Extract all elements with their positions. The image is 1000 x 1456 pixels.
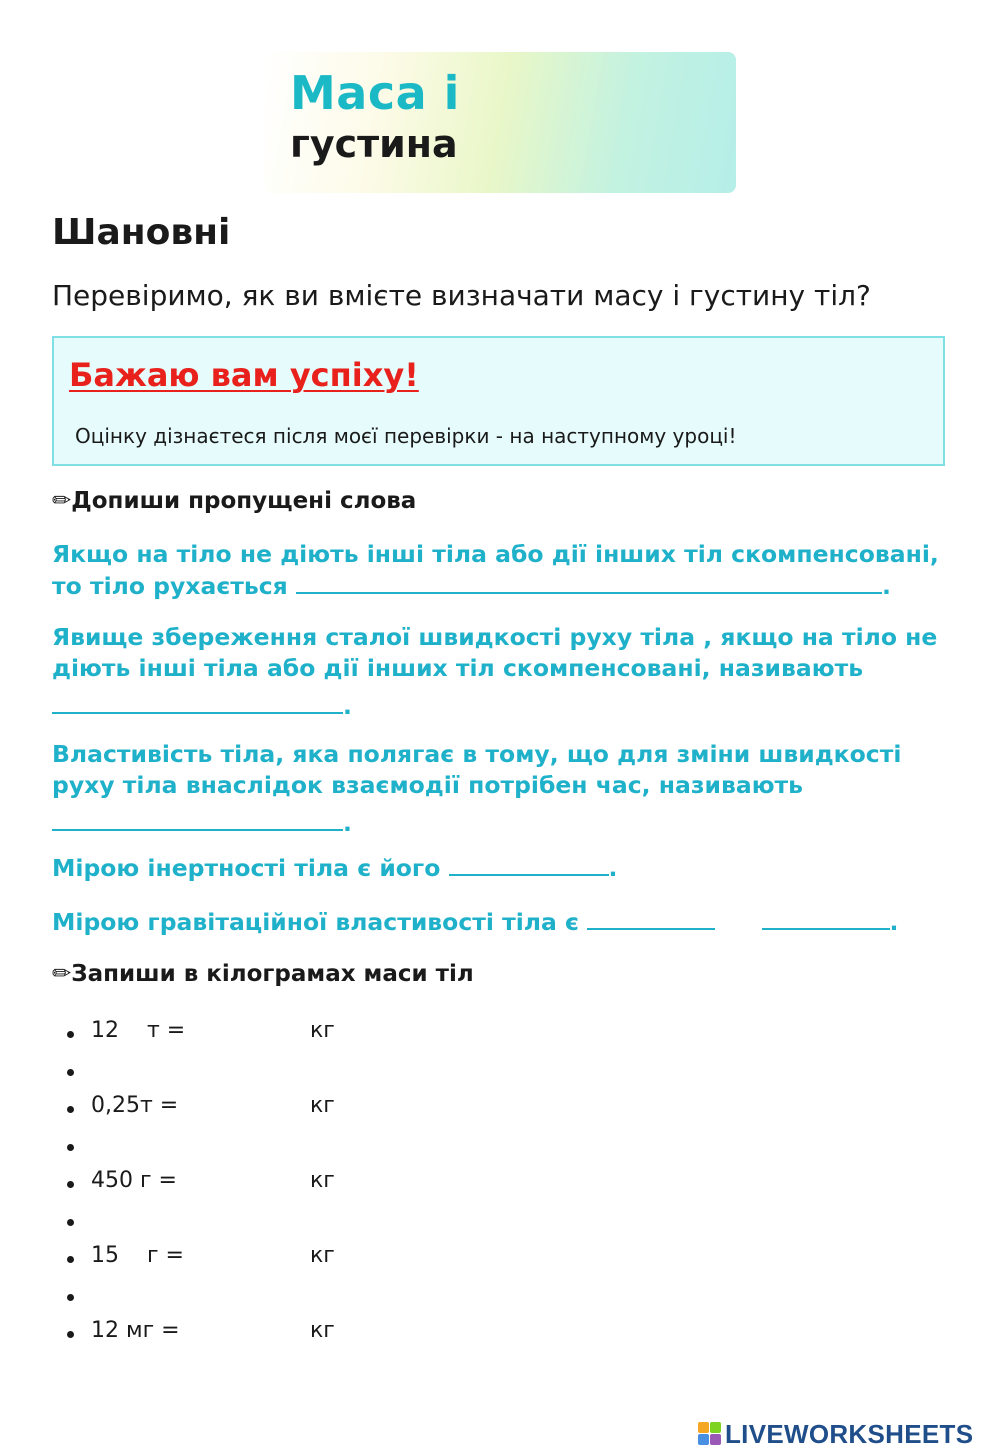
question-2 [52, 622, 952, 722]
question-4 [52, 852, 952, 884]
section-heading-fill-words: ✏Допиши пропущені слова [52, 488, 417, 514]
section-heading-convert-masses: ✏Запиши в кілограмах маси тіл [52, 961, 474, 987]
answer-blank[interactable] [296, 570, 882, 594]
list-item [62, 1087, 462, 1125]
intro-text: Перевіримо, як ви вмієте визначати масу і густину тіл? [52, 279, 871, 312]
list-item [62, 1312, 462, 1350]
question-end: . [889, 908, 899, 936]
liveworksheets-logo-icon [698, 1422, 722, 1446]
bullet-icon [67, 1106, 74, 1113]
answer-blank-2[interactable] [762, 906, 890, 930]
question-end: . [343, 692, 352, 720]
question-5 [52, 906, 952, 938]
unit-label: кг [310, 1168, 335, 1193]
bullet-icon [67, 1144, 74, 1151]
question-end: . [608, 854, 618, 882]
list-item [62, 1012, 462, 1050]
list-item [62, 1050, 462, 1088]
brand-text: LIVEWORKSHEETS [725, 1418, 974, 1449]
liveworksheets-brand[interactable] [698, 1420, 973, 1448]
list-item [62, 1162, 462, 1200]
unit-label: кг [310, 1093, 335, 1118]
question-3 [52, 739, 952, 839]
list-item [62, 1125, 462, 1163]
answer-blank[interactable] [52, 807, 343, 831]
bullet-icon [67, 1294, 74, 1301]
list-item [62, 1275, 462, 1313]
question-text: Мірою інертності тіла є його [52, 854, 441, 882]
bullet-icon [67, 1069, 74, 1076]
bullet-icon [67, 1331, 74, 1338]
title-line-2: густина [290, 122, 458, 166]
answer-blank-1[interactable] [587, 906, 715, 930]
mass-expression: 12 мг = [91, 1318, 180, 1343]
bullet-icon [67, 1181, 74, 1188]
unit-label: кг [310, 1018, 335, 1043]
mass-expression: 450 г = [91, 1168, 177, 1193]
question-text: Властивість тіла, яка полягає в тому, що для зміни швидкості руху тіла внаслідок взаємодії потрібен час, називають [52, 740, 902, 799]
title-card [264, 52, 736, 193]
mass-expression: 12 т = [91, 1018, 186, 1043]
bullet-icon [67, 1031, 74, 1038]
question-text: Якщо на тіло не діють інші тіла або дії інших тіл скомпенсовані, то тіло рухається [52, 540, 939, 600]
question-text: Явище збереження сталої швидкості руху тіла , якщо на тіло не діють інші тіла або дії інших тіл скомпенсовані, називають [52, 623, 938, 682]
list-item [62, 1200, 462, 1238]
list-item [62, 1237, 462, 1275]
callout-title: Бажаю вам успіху! [69, 356, 419, 394]
answer-blank[interactable] [52, 690, 343, 714]
mass-conversion-list [62, 1012, 462, 1350]
question-end: . [881, 572, 891, 600]
bullet-icon [67, 1256, 74, 1263]
callout-text: Оцінку дізнаєтеся після моєї перевірки - на наступному уроці! [75, 424, 737, 448]
question-text: Мірою гравітаційної властивості тіла є [52, 908, 579, 936]
question-1 [52, 539, 952, 602]
unit-label: кг [310, 1243, 335, 1268]
unit-label: кг [310, 1318, 335, 1343]
bullet-icon [67, 1219, 74, 1226]
callout-box [52, 336, 945, 466]
mass-expression: 15 г = [91, 1243, 184, 1268]
greeting-heading: Шановні [52, 212, 231, 253]
answer-blank[interactable] [449, 852, 609, 876]
title-line-1: Маса і [290, 66, 460, 120]
question-end: . [343, 809, 352, 837]
mass-expression: 0,25т = [91, 1093, 179, 1118]
